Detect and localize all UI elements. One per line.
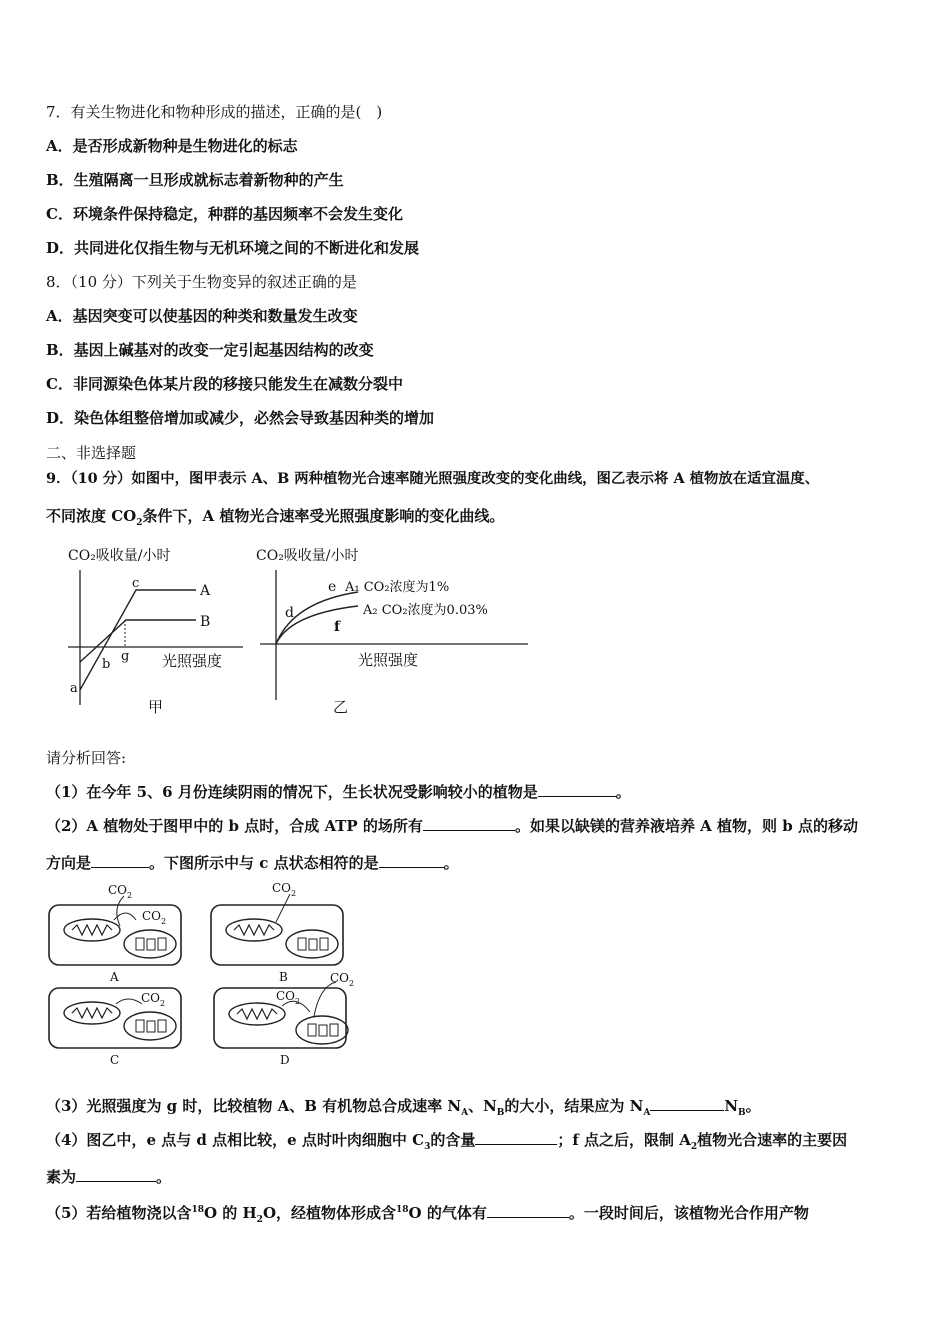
q9-stem-line2: 不同浓度 $CO_2$条件下，A 植物光合速率受光照强度影响的变化曲线。 [46, 507, 505, 528]
jia-label-b: B [200, 614, 211, 630]
q8-option-d: D．染色体组整倍增加或减少，必然会导致基因种类的增加 [46, 409, 435, 427]
blank-5 [650, 1095, 724, 1111]
figure-graphs [58, 540, 538, 725]
yi-point-d: d [285, 605, 294, 621]
q9-part2-line2: 方向是 。下图所示中与 c 点状态相符的是 。 [46, 854, 459, 872]
cell-diagrams [44, 878, 364, 1073]
yi-label-a2: A₂ CO₂浓度为0.03% [363, 603, 488, 618]
yi-label-a1: A₁ CO₂浓度为1% [345, 580, 450, 595]
q7-option-b: B．生殖隔离一旦形成就标志着新物种的产生 [46, 171, 344, 189]
jia-curve-a [80, 590, 196, 690]
cell-d-label: D [280, 1053, 290, 1067]
blank-3 [91, 852, 149, 868]
q9-part2-line1: （2）A 植物处于图甲中的 b 点时，合成 ATP 的场所有 。如果以缺镁的营养液培养 A 植物，则 b 点的移动 [46, 817, 858, 835]
graph-jia [68, 547, 243, 716]
blank-1 [538, 781, 616, 797]
cell-c [49, 988, 181, 1067]
jia-point-b: b [102, 657, 111, 672]
q9-part4-line2: 素为 。 [46, 1168, 172, 1186]
cell-a [49, 883, 181, 984]
q9-part3: （3）光照强度为 g 时，比较植物 A、B 有机物总合成速率 $N_A$、$N_B$的大小，结果应为 $N_A$ $N_B$。 [46, 1097, 761, 1118]
cell-d-co2-in: $CO_2$ [276, 989, 301, 1006]
jia-point-a: a [70, 681, 78, 696]
cell-a-label: A [110, 970, 119, 984]
q9-part5: （5）若给植物浇以含$^{18}$O 的 $H_2O$，经植物体形成含$^{18}$O 的气体有 。一段时间后，该植物光合作用产物 [46, 1204, 809, 1225]
q8-option-b: B．基因上碱基对的改变一定引起基因结构的改变 [46, 341, 374, 359]
blank-4 [379, 852, 444, 868]
q7-option-d: D．共同进化仅指生物与无机环境之间的不断进化和发展 [46, 239, 420, 257]
cell-d [214, 971, 354, 1067]
q8-stem: 8．（10 分）下列关于生物变异的叙述正确的是 [46, 273, 357, 291]
jia-point-g: g [121, 649, 130, 664]
blank-6 [475, 1129, 557, 1145]
cell-c-label: C [110, 1053, 120, 1067]
q9-part4-line1: （4）图乙中，e 点与 d 点相比较，e 点时叶肉细胞中 $C_3$的含量 ；f 点之后，限制 $A_2$植物光合速率的主要因 [46, 1131, 848, 1152]
cell-b-co2: $CO_2$ [272, 881, 297, 898]
cell-b [211, 881, 343, 984]
yi-point-e: e [328, 579, 337, 595]
blank-2 [423, 815, 515, 831]
cell-a-co2-out: $CO_2$ [108, 883, 133, 900]
cell-a-co2-in: $CO_2$ [142, 909, 167, 926]
cell-c-co2: $CO_2$ [141, 991, 166, 1008]
jia-xlabel: 光照强度 [162, 652, 223, 670]
q7-option-c: C．环境条件保持稳定，种群的基因频率不会发生变化 [46, 205, 403, 223]
blank-8 [487, 1202, 569, 1218]
jia-point-c: c [132, 576, 140, 591]
cell-b-label: B [279, 970, 288, 984]
yi-ylabel: CO₂吸收量/小时 [256, 548, 359, 564]
q8-option-a: A．基因突变可以使基因的种类和数量发生改变 [46, 307, 358, 325]
graph-yi [256, 547, 528, 716]
jia-ylabel: CO₂吸收量/小时 [68, 548, 171, 564]
q9-analyze: 请分析回答: [46, 749, 127, 767]
jia-caption: 甲 [148, 698, 164, 716]
q7-stem: 7．有关生物进化和物种形成的描述，正确的是( ) [46, 103, 383, 121]
jia-label-a: A [200, 583, 211, 599]
cell-d-co2-out: $CO_2$ [330, 971, 355, 988]
blank-7 [76, 1166, 156, 1182]
yi-caption: 乙 [333, 698, 349, 716]
q8-option-c: C．非同源染色体某片段的移接只能发生在减数分裂中 [46, 375, 403, 393]
yi-xlabel: 光照强度 [358, 651, 419, 669]
yi-point-f: f [334, 619, 341, 635]
q9-stem-line1: 9．（10 分）如图中，图甲表示 A、B 两种植物光合速率随光照强度改变的变化曲线，图乙表示将 A 植物放在适宜温度、 [46, 470, 820, 487]
q7-option-a: A．是否形成新物种是生物进化的标志 [46, 137, 298, 155]
section-title: 二、非选择题 [46, 444, 137, 462]
q9-part1: （1）在今年 5、6 月份连续阴雨的情况下，生长状况受影响较小的植物是 。 [46, 783, 631, 801]
